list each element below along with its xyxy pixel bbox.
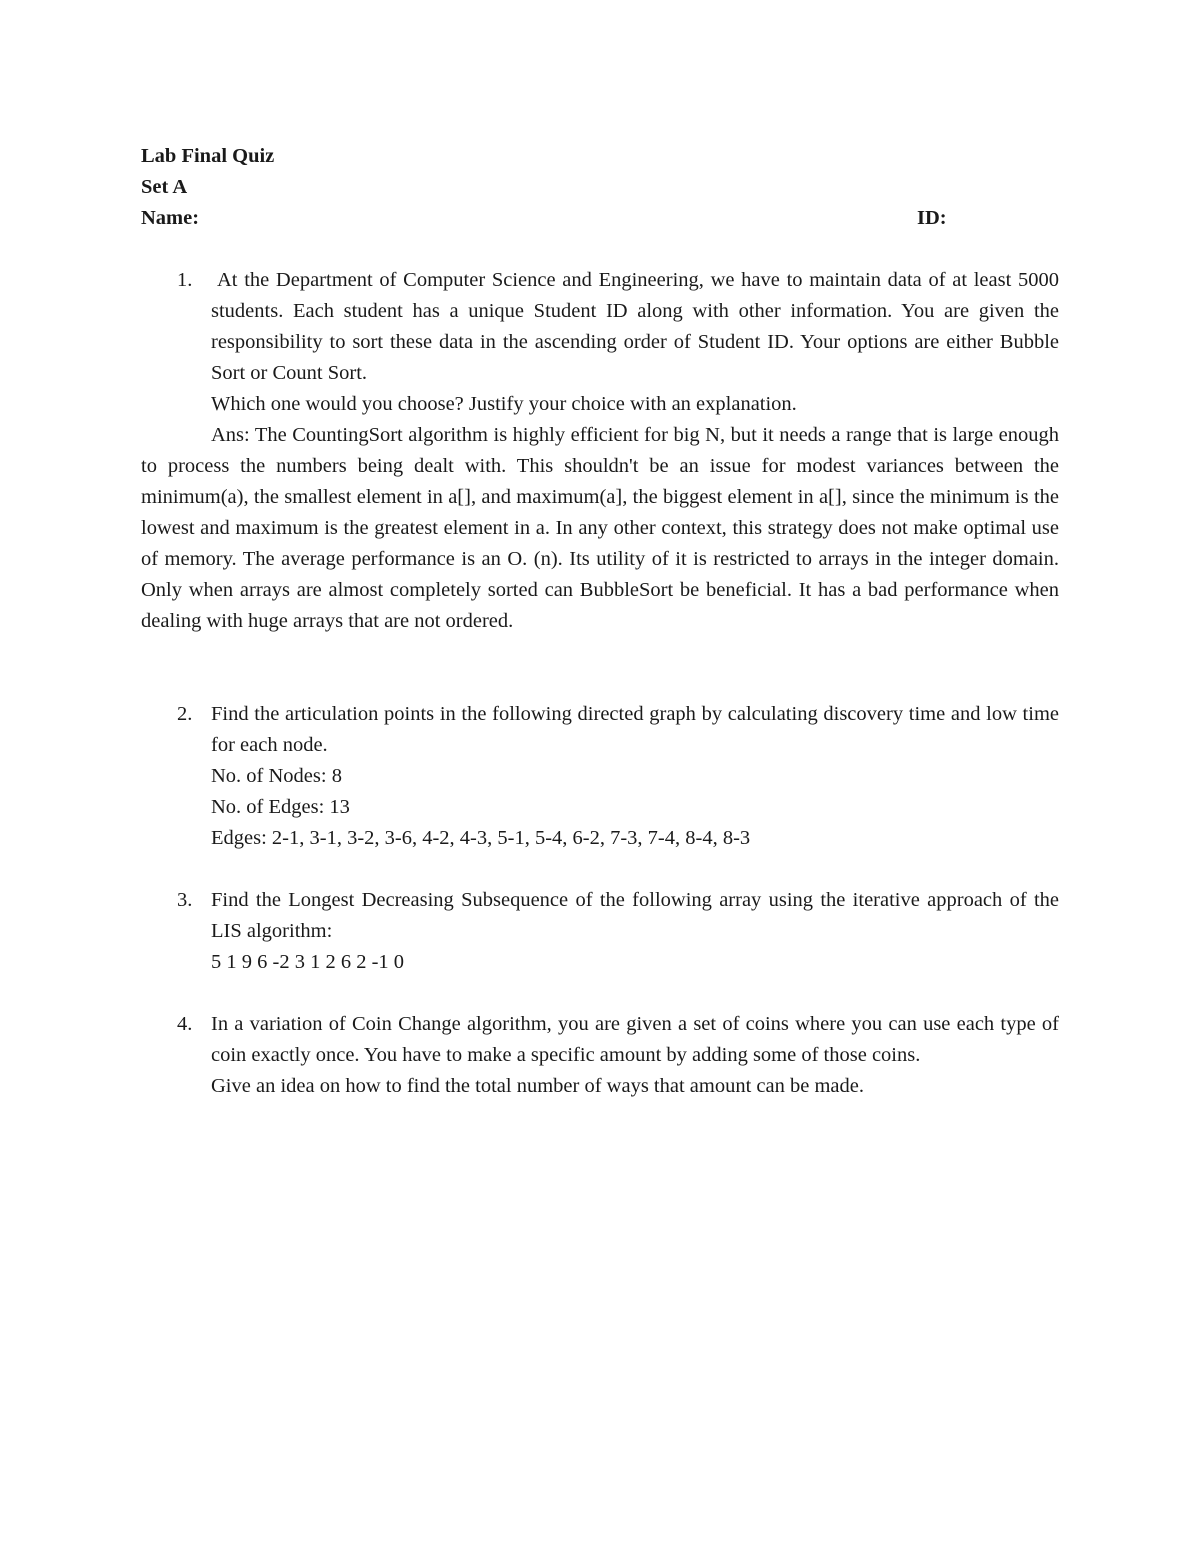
answer-text: Ans: The CountingSort algorithm is highly efficient for big N, but it needs a range that is large enough to process the numbers being dealt with. This shouldn't be an issue for modest variances between the minimum(a), the smallest element in a[], and maximum(a], the biggest element in a[], since the minimum is the lowest and maximum is the greatest element in a. In any other context, this strategy does not make optimal use of memory. The average performance is an O. (n). Its utility of it is restricted to arrays in the integer domain. Only when arrays are almost completely sorted can BubbleSort be beneficial. It has a bad performance when dealing with huge arrays that are not ordered. — [141, 424, 1059, 632]
name-id-row — [141, 203, 1059, 234]
question-number: 2. — [177, 703, 193, 725]
question-text: Give an idea on how to find the total number of ways that amount can be made. — [211, 1075, 864, 1097]
question-text: In a variation of Coin Change algorithm, you are given a set of coins where you can use each type of coin exactly once. You have to make a specific amount by adding some of those coins. — [211, 1013, 1059, 1066]
question-3 — [141, 885, 1059, 978]
question-text: Which one would you choose? Justify your choice with an explanation. — [211, 393, 797, 415]
id-label: ID: — [917, 207, 947, 229]
question-text: Find the Longest Decreasing Subsequence of the following array using the iterative approach of the LIS algorithm: — [211, 889, 1059, 942]
name-label: Name: — [141, 207, 200, 229]
question-4 — [141, 1009, 1059, 1102]
edge-count: No. of Edges: 13 — [211, 796, 350, 818]
question-text: Find the articulation points in the following directed graph by calculating discovery time and low time for each node. — [211, 703, 1059, 756]
set-label: Set A — [141, 176, 188, 198]
node-count: No. of Nodes: 8 — [211, 765, 342, 787]
quiz-title: Lab Final Quiz — [141, 145, 275, 167]
array-values: 5 1 9 6 -2 3 1 2 6 2 -1 0 — [211, 951, 405, 973]
question-number: 3. — [177, 889, 193, 911]
question-text: At the Department of Computer Science and Engineering, we have to maintain data of at least 5000 students. Each student has a unique Student ID along with other information. You are given the responsibility to sort these data in the ascending order of Student ID. Your options are either Bubble Sort or Count Sort. — [211, 269, 1059, 384]
question-number: 1. — [177, 269, 193, 291]
question-1 — [141, 265, 1059, 420]
quiz-page — [141, 141, 1059, 1102]
question-2 — [141, 699, 1059, 854]
question-number: 4. — [177, 1013, 193, 1035]
edge-list: Edges: 2-1, 3-1, 3-2, 3-6, 4-2, 4-3, 5-1, 5-4, 6-2, 7-3, 7-4, 8-4, 8-3 — [211, 827, 751, 849]
